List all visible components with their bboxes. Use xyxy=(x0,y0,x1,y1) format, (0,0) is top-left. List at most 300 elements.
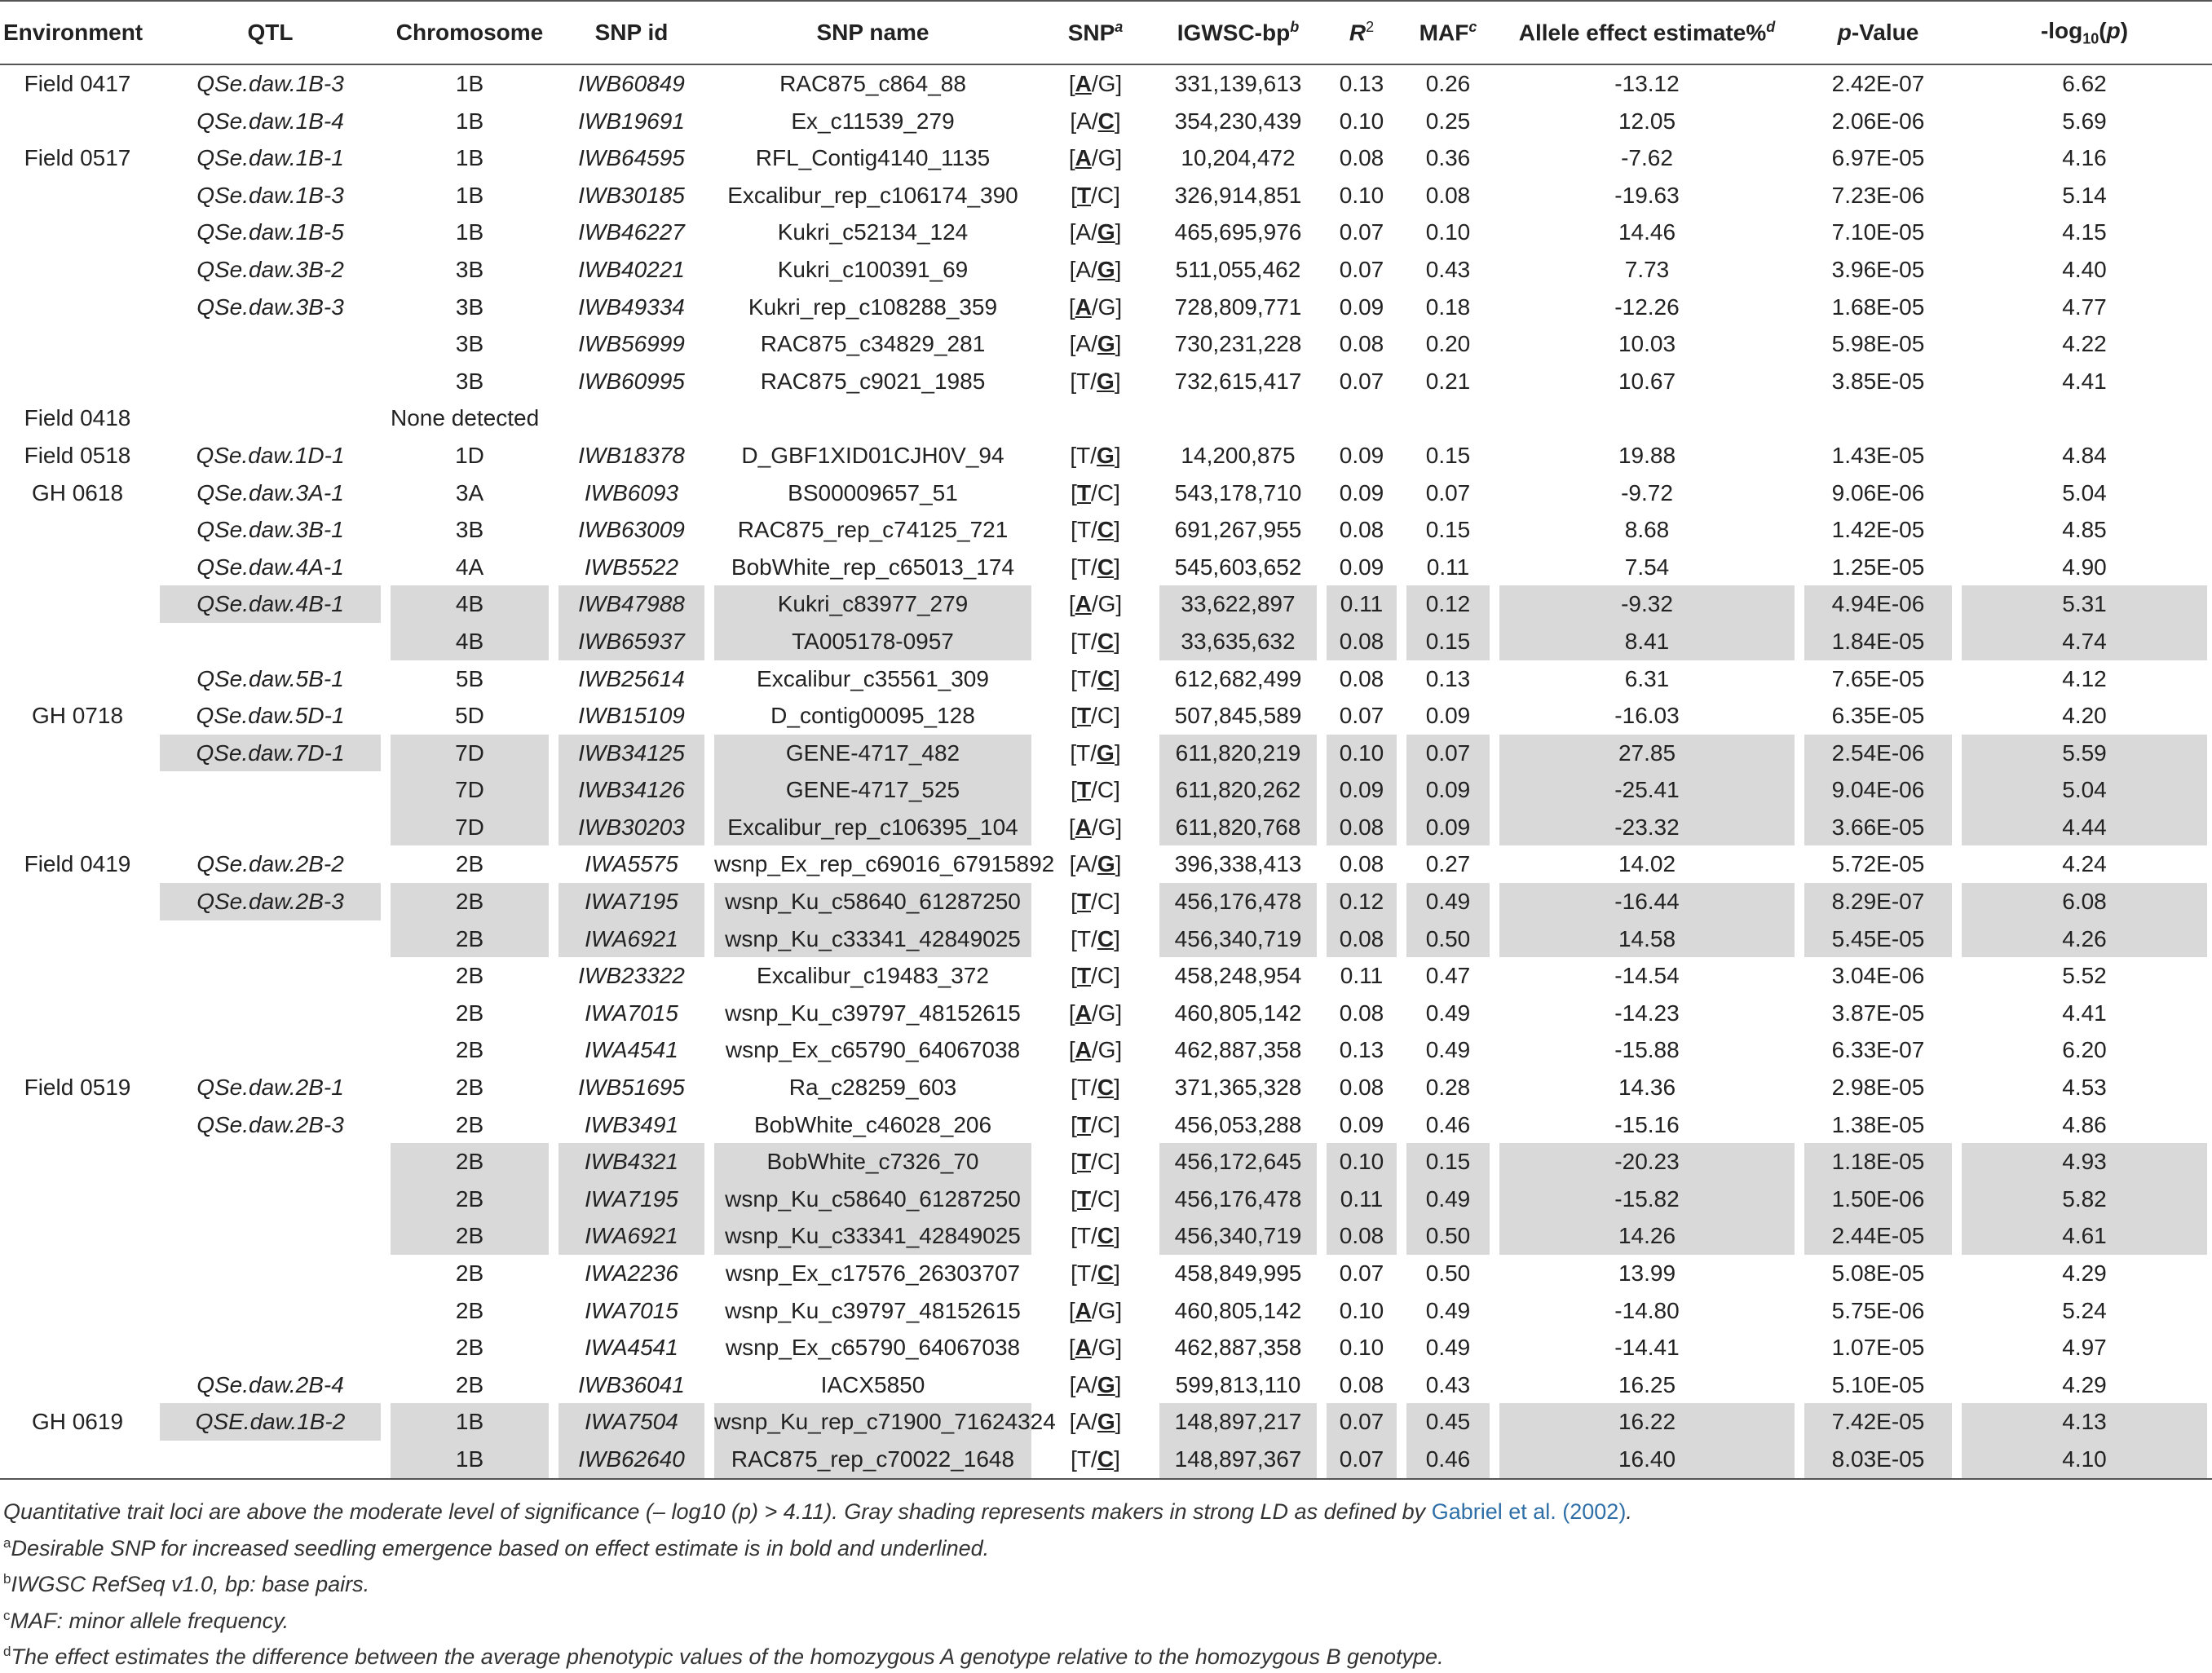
cell-pvalue: 7.23E-06 xyxy=(1831,182,1925,208)
cell-bp: 456,340,719 xyxy=(1155,920,1322,958)
cell-log10p: 4.93 xyxy=(1957,1143,2212,1181)
cell-pvalue: 2.54E-06 xyxy=(1799,735,1957,772)
cell-snp: [T/C] xyxy=(1071,628,1120,654)
cell-bp: 354,230,439 xyxy=(1174,108,1302,134)
cell-maf: 0.27 xyxy=(1425,851,1471,877)
cell-snp-id: IWA4541 xyxy=(585,1037,678,1063)
allele-1: T xyxy=(1076,1185,1092,1212)
cell-chromosome: 2B xyxy=(455,1260,484,1286)
cell-effect: -9.72 xyxy=(1621,479,1673,505)
allele-1: A xyxy=(1075,851,1092,877)
cell-maf: 0.46 xyxy=(1402,1441,1495,1479)
cell-bp: 460,805,142 xyxy=(1174,1000,1302,1026)
cell-environment xyxy=(0,325,155,363)
table-row xyxy=(0,511,2212,549)
cell-r2: 0.08 xyxy=(1339,1075,1384,1101)
table-row xyxy=(0,251,2212,289)
cell-maf: 0.50 xyxy=(1425,1260,1471,1286)
cell-log10p: 4.10 xyxy=(1957,1441,2212,1479)
cell-environment xyxy=(0,214,155,251)
cell-chromosome: 2B xyxy=(386,1181,554,1218)
cell-chromosome: 1D xyxy=(455,442,484,468)
cell-environment: Field 0419 xyxy=(24,851,131,877)
cell-qtl: QSe.daw.4B-1 xyxy=(155,585,386,623)
allele-1: A xyxy=(1075,814,1092,840)
cell-log10p: 4.26 xyxy=(1957,920,2212,958)
cell-snp-name: D_contig00095_128 xyxy=(770,703,975,729)
cell-snp-name: BobWhite_c46028_206 xyxy=(753,1111,992,1137)
cell-effect: 7.73 xyxy=(1624,256,1670,282)
cell-environment: Field 0517 xyxy=(24,145,131,171)
cell-r2: 0.10 xyxy=(1339,182,1384,208)
cell-log10p: 4.53 xyxy=(2062,1075,2107,1101)
cell-snp-name: wsnp_Ex_c17576_26303707 xyxy=(725,1260,1021,1286)
cell-snp: [T/C] xyxy=(1071,1260,1120,1286)
cell-effect: -14.23 xyxy=(1614,1000,1680,1026)
allele-1: T xyxy=(1076,777,1092,803)
allele-2: G xyxy=(1097,1371,1115,1397)
cell-snp-id: IWA6921 xyxy=(554,920,709,958)
cell-log10p: 4.44 xyxy=(1957,809,2212,846)
cell-snp-id: IWB15109 xyxy=(578,703,685,729)
cell-environment xyxy=(0,1181,155,1218)
cell-effect: 7.54 xyxy=(1624,554,1670,580)
cell-qtl xyxy=(155,1031,386,1069)
cell-snp-name: wsnp_Ku_rep_c71900_71624324 xyxy=(709,1403,1036,1441)
cell-r2: 0.08 xyxy=(1339,517,1384,543)
allele-1: A xyxy=(1075,1409,1092,1435)
cell-snp-id: IWB63009 xyxy=(578,517,685,543)
cell-qtl xyxy=(155,771,386,809)
cell-chromosome: 3B xyxy=(455,294,484,320)
cell-chromosome: 7D xyxy=(386,735,554,772)
table-footnotes xyxy=(3,1497,2205,1673)
allele-2: G xyxy=(1097,1335,1116,1361)
allele-2: G xyxy=(1097,591,1116,617)
allele-2: G xyxy=(1097,294,1116,320)
cell-chromosome: 2B xyxy=(386,1217,554,1255)
allele-2: C xyxy=(1097,703,1115,729)
allele-1: T xyxy=(1076,368,1091,394)
table-row xyxy=(0,214,2212,251)
cell-r2: 0.08 xyxy=(1322,1217,1402,1255)
cell-qtl xyxy=(155,809,386,846)
cell-qtl: QSe.daw.5B-1 xyxy=(196,665,344,691)
cell-snp-name: RAC875_c34829_281 xyxy=(760,331,986,357)
cell-chromosome: 2B xyxy=(455,1075,484,1101)
allele-1: T xyxy=(1076,1111,1092,1137)
cell-log10p: 5.31 xyxy=(1957,585,2212,623)
footnote-c: $^c$MAF: minor allele frequency. xyxy=(3,1607,289,1633)
allele-1: A xyxy=(1075,145,1092,171)
cell-snp-name: BobWhite_c7326_70 xyxy=(709,1143,1036,1181)
allele-2: G xyxy=(1097,851,1115,877)
cell-snp-name: Kukri_rep_c108288_359 xyxy=(748,294,998,320)
cell-maf: 0.47 xyxy=(1425,963,1471,989)
allele-1: A xyxy=(1075,591,1092,617)
cell-chromosome: 5D xyxy=(455,703,484,729)
cell-pvalue: 1.50E-06 xyxy=(1799,1181,1957,1218)
table-row xyxy=(0,103,2212,140)
cell-bp: 611,820,262 xyxy=(1155,771,1322,809)
cell-bp: 460,805,142 xyxy=(1174,1297,1302,1323)
cell-maf: 0.49 xyxy=(1425,1037,1471,1063)
cell-maf: 0.07 xyxy=(1425,479,1471,505)
cell-effect: 13.99 xyxy=(1618,1260,1676,1286)
cell-effect: 12.05 xyxy=(1618,108,1676,134)
cell-effect: -14.80 xyxy=(1614,1297,1680,1323)
cell-snp: [A/G] xyxy=(1068,814,1123,840)
cell-chromosome: 2B xyxy=(455,1000,484,1026)
cell-snp: [T/C] xyxy=(1071,479,1120,505)
table-row xyxy=(0,399,2212,437)
reference-link[interactable]: Gabriel et al. (2002) xyxy=(1431,1499,1627,1524)
cell-maf: 0.13 xyxy=(1425,665,1471,691)
cell-chromosome: None detected xyxy=(391,405,540,431)
cell-snp-name: BobWhite_rep_c65013_174 xyxy=(731,554,1015,580)
cell-log10p: 4.29 xyxy=(2062,1371,2107,1397)
cell-bp: 396,338,413 xyxy=(1174,851,1302,877)
cell-r2: 0.11 xyxy=(1322,585,1402,623)
allele-2: C xyxy=(1097,1223,1115,1249)
cell-bp: 611,820,219 xyxy=(1155,735,1322,772)
cell-log10p: 4.86 xyxy=(2062,1111,2107,1137)
table-row xyxy=(0,995,2212,1032)
cell-snp-name: Excalibur_rep_c106174_390 xyxy=(727,182,1018,208)
allele-2: C xyxy=(1097,925,1115,951)
cell-chromosome: 1B xyxy=(455,108,484,134)
cell-log10p: 5.04 xyxy=(2062,479,2107,505)
cell-qtl: QSe.daw.2B-4 xyxy=(196,1371,344,1397)
table-row xyxy=(0,883,2212,920)
cell-snp-name: RAC875_rep_c74125_721 xyxy=(737,517,1009,543)
cell-bp: 458,849,995 xyxy=(1174,1260,1302,1286)
cell-pvalue: 1.38E-05 xyxy=(1831,1111,1925,1137)
cell-maf: 0.45 xyxy=(1402,1403,1495,1441)
cell-r2: 0.08 xyxy=(1339,665,1384,691)
cell-qtl xyxy=(155,363,386,400)
table-row xyxy=(0,957,2212,995)
cell-log10p: 6.20 xyxy=(2062,1037,2107,1063)
cell-snp-id: IWB30185 xyxy=(578,182,685,208)
table-row xyxy=(0,1217,2212,1255)
table-row xyxy=(0,1366,2212,1404)
cell-bp: 507,845,589 xyxy=(1174,703,1302,729)
cell-snp: [A/G] xyxy=(1068,145,1123,171)
table-row xyxy=(0,845,2212,883)
cell-qtl xyxy=(155,1181,386,1218)
cell-snp-name xyxy=(709,399,1036,437)
cell-snp: [A/G] xyxy=(1069,331,1122,357)
cell-qtl xyxy=(155,399,386,437)
cell-effect: -14.54 xyxy=(1614,963,1680,989)
cell-bp: 612,682,499 xyxy=(1174,665,1302,691)
cell-log10p: 4.24 xyxy=(2062,851,2107,877)
table-row xyxy=(0,771,2212,809)
cell-bp: 462,887,358 xyxy=(1174,1335,1302,1361)
cell-snp-name: RAC875_c864_88 xyxy=(779,71,966,96)
cell-snp: [T/C] xyxy=(1071,182,1120,208)
cell-pvalue: 1.07E-05 xyxy=(1831,1335,1925,1361)
cell-bp: 326,914,851 xyxy=(1174,182,1302,208)
cell-qtl: QSe.daw.5D-1 xyxy=(196,703,345,729)
cell-bp: 730,231,228 xyxy=(1174,331,1302,357)
cell-log10p: 5.24 xyxy=(2062,1297,2107,1323)
header-chromosome: Chromosome xyxy=(386,1,554,64)
cell-snp-id: IWA7015 xyxy=(585,1297,678,1323)
cell-r2: 0.09 xyxy=(1339,1111,1384,1137)
cell-effect xyxy=(1495,399,1799,437)
cell-maf: 0.15 xyxy=(1402,623,1495,660)
cell-maf: 0.46 xyxy=(1425,1111,1471,1137)
cell-r2: 0.08 xyxy=(1339,1000,1384,1026)
cell-qtl xyxy=(155,1143,386,1181)
cell-chromosome: 1B xyxy=(455,219,484,245)
allele-1: A xyxy=(1075,71,1092,96)
cell-effect: 14.58 xyxy=(1495,920,1799,958)
cell-bp: 33,635,632 xyxy=(1155,623,1322,660)
cell-chromosome: 4B xyxy=(386,623,554,660)
cell-snp-id: IWB30203 xyxy=(554,809,709,846)
cell-r2: 0.12 xyxy=(1322,883,1402,920)
table-row xyxy=(0,437,2212,475)
cell-effect: -19.63 xyxy=(1614,182,1680,208)
cell-environment xyxy=(0,1366,155,1404)
header-snp-id: SNP id xyxy=(554,1,709,64)
cell-r2: 0.07 xyxy=(1339,219,1384,245)
cell-environment xyxy=(0,995,155,1032)
cell-log10p: 4.84 xyxy=(2062,442,2107,468)
cell-chromosome: 2B xyxy=(386,920,554,958)
cell-pvalue: 3.87E-05 xyxy=(1831,1000,1925,1026)
cell-pvalue: 5.45E-05 xyxy=(1799,920,1957,958)
cell-chromosome: 3B xyxy=(455,368,484,394)
allele-2: G xyxy=(1097,1297,1116,1323)
allele-1: T xyxy=(1076,1223,1092,1249)
cell-snp: [T/C] xyxy=(1071,554,1120,580)
allele-2: G xyxy=(1097,1037,1116,1063)
cell-pvalue: 1.43E-05 xyxy=(1831,442,1925,468)
cell-log10p: 5.82 xyxy=(1957,1181,2212,1218)
cell-snp-id: IWB4321 xyxy=(554,1143,709,1181)
cell-r2: 0.09 xyxy=(1339,294,1384,320)
cell-snp: [A/G] xyxy=(1068,294,1123,320)
cell-effect: 14.36 xyxy=(1618,1075,1676,1101)
cell-effect: 16.22 xyxy=(1495,1403,1799,1441)
cell-qtl xyxy=(155,1255,386,1292)
cell-environment xyxy=(0,920,155,958)
cell-chromosome: 4A xyxy=(455,554,484,580)
cell-r2: 0.07 xyxy=(1322,1403,1402,1441)
cell-effect: -15.88 xyxy=(1614,1037,1680,1063)
cell-maf: 0.10 xyxy=(1425,219,1471,245)
cell-maf: 0.20 xyxy=(1425,331,1471,357)
cell-r2: 0.10 xyxy=(1322,735,1402,772)
cell-chromosome: 3B xyxy=(455,517,484,543)
table-row xyxy=(0,623,2212,660)
cell-log10p xyxy=(1957,399,2212,437)
header-qtl: QTL xyxy=(155,1,386,64)
cell-r2: 0.08 xyxy=(1339,331,1384,357)
cell-environment xyxy=(0,1031,155,1069)
cell-snp-name: Ex_c11539_279 xyxy=(791,108,955,134)
table-row xyxy=(0,697,2212,735)
cell-qtl: QSe.daw.3A-1 xyxy=(196,479,344,505)
cell-effect: 6.31 xyxy=(1624,665,1670,691)
cell-snp-name: RFL_Contig4140_1135 xyxy=(755,145,991,171)
cell-qtl: QSe.daw.1B-3 xyxy=(196,182,344,208)
table-row xyxy=(0,1255,2212,1292)
cell-snp: [T/C] xyxy=(1071,777,1120,803)
footnote-main: Quantitative trait loci are above the moderate level of significance (– log10 (p) > 4.11). Gray shading represents makers in strong LD as defined by Gabriel et al. (2002). xyxy=(3,1499,1632,1524)
cell-qtl xyxy=(155,1217,386,1255)
table-row xyxy=(0,1181,2212,1218)
cell-r2: 0.09 xyxy=(1322,771,1402,809)
cell-chromosome: 7D xyxy=(386,771,554,809)
cell-maf: 0.50 xyxy=(1402,920,1495,958)
allele-2: G xyxy=(1097,368,1115,394)
cell-maf: 0.15 xyxy=(1425,442,1471,468)
cell-snp-id: IWB6093 xyxy=(584,479,679,505)
cell-log10p: 4.29 xyxy=(2062,1260,2107,1286)
cell-snp-id: IWB23322 xyxy=(578,963,685,989)
cell-r2: 0.08 xyxy=(1322,809,1402,846)
cell-effect: -14.41 xyxy=(1614,1335,1680,1361)
cell-r2: 0.13 xyxy=(1339,1037,1384,1063)
header-snp: SNP$^a$ xyxy=(1036,1,1155,64)
cell-log10p: 4.85 xyxy=(2062,517,2107,543)
cell-snp-name: wsnp_Ku_c33341_42849025 xyxy=(709,1217,1036,1255)
cell-bp: 462,887,358 xyxy=(1174,1037,1302,1063)
cell-qtl: QSe.daw.1B-4 xyxy=(196,108,344,134)
cell-pvalue: 3.66E-05 xyxy=(1799,809,1957,846)
cell-pvalue: 4.94E-06 xyxy=(1799,585,1957,623)
cell-log10p: 6.08 xyxy=(1957,883,2212,920)
table-row xyxy=(0,920,2212,958)
cell-snp-id xyxy=(554,399,709,437)
cell-maf: 0.26 xyxy=(1425,71,1471,96)
allele-1: A xyxy=(1075,331,1092,357)
allele-1: A xyxy=(1076,108,1092,134)
cell-chromosome: 2B xyxy=(386,883,554,920)
cell-pvalue: 6.97E-05 xyxy=(1831,145,1925,171)
cell-log10p: 5.52 xyxy=(2062,963,2107,989)
cell-chromosome: 3A xyxy=(455,479,484,505)
cell-log10p: 4.74 xyxy=(1957,623,2212,660)
cell-chromosome: 2B xyxy=(386,1143,554,1181)
cell-environment xyxy=(0,1292,155,1330)
cell-snp-id: IWB19691 xyxy=(578,108,685,134)
cell-effect: -15.16 xyxy=(1614,1111,1680,1137)
cell-pvalue: 3.96E-05 xyxy=(1831,256,1925,282)
cell-pvalue: 1.42E-05 xyxy=(1831,517,1925,543)
cell-chromosome: 2B xyxy=(455,851,484,877)
allele-1: T xyxy=(1076,628,1092,654)
cell-environment xyxy=(0,1217,155,1255)
cell-effect: -25.41 xyxy=(1495,771,1799,809)
cell-environment xyxy=(0,549,155,586)
cell-log10p: 4.77 xyxy=(2062,294,2107,320)
cell-snp-name: Excalibur_c35561_309 xyxy=(757,665,989,691)
allele-1: T xyxy=(1076,889,1092,915)
cell-chromosome: 2B xyxy=(455,1297,484,1323)
cell-log10p: 4.16 xyxy=(2062,145,2107,171)
cell-snp-id: IWB3491 xyxy=(584,1111,679,1137)
cell-maf: 0.11 xyxy=(1426,554,1470,580)
allele-2: C xyxy=(1097,182,1115,208)
cell-snp xyxy=(1036,399,1155,437)
cell-snp: [A/G] xyxy=(1069,219,1122,245)
cell-snp-id: IWB47988 xyxy=(554,585,709,623)
cell-environment xyxy=(0,289,155,326)
cell-r2: 0.08 xyxy=(1339,145,1384,171)
table-row xyxy=(0,1441,2212,1479)
cell-pvalue: 1.25E-05 xyxy=(1831,554,1925,580)
cell-pvalue: 2.98E-05 xyxy=(1831,1075,1925,1101)
footnote-b: $^b$IWGSC RefSeq v1.0, bp: base pairs. xyxy=(3,1571,370,1596)
cell-log10p: 4.22 xyxy=(2062,331,2107,357)
cell-environment xyxy=(0,1329,155,1366)
cell-snp-id: IWA7195 xyxy=(554,1181,709,1218)
cell-r2: 0.08 xyxy=(1322,623,1402,660)
allele-1: T xyxy=(1076,1260,1092,1286)
cell-pvalue: 9.06E-06 xyxy=(1831,479,1925,505)
cell-snp-name: RAC875_rep_c70022_1648 xyxy=(709,1441,1036,1479)
allele-2: C xyxy=(1097,1149,1115,1175)
cell-snp-id: IWB46227 xyxy=(578,219,685,245)
cell-bp: 545,603,652 xyxy=(1174,554,1302,580)
cell-snp: [T/G] xyxy=(1070,368,1121,394)
cell-effect: -16.44 xyxy=(1495,883,1799,920)
allele-1: T xyxy=(1076,1446,1092,1472)
cell-snp: [A/G] xyxy=(1068,1037,1123,1063)
cell-snp-name: wsnp_Ex_rep_c69016_67915892 xyxy=(714,851,1055,877)
cell-environment xyxy=(0,363,155,400)
cell-effect: 14.02 xyxy=(1618,851,1676,877)
cell-environment xyxy=(0,177,155,214)
cell-r2: 0.11 xyxy=(1322,1181,1402,1218)
cell-qtl: QSe.daw.1B-3 xyxy=(196,71,344,96)
allele-1: A xyxy=(1075,1371,1092,1397)
cell-maf: 0.36 xyxy=(1425,145,1471,171)
cell-bp: 14,200,875 xyxy=(1181,442,1296,468)
cell-effect: 8.41 xyxy=(1495,623,1799,660)
cell-r2: 0.07 xyxy=(1339,703,1384,729)
cell-maf: 0.15 xyxy=(1425,517,1471,543)
cell-chromosome: 2B xyxy=(455,1111,484,1137)
cell-environment xyxy=(0,1143,155,1181)
cell-snp-name: Kukri_c100391_69 xyxy=(777,256,969,282)
cell-snp-id: IWB60995 xyxy=(578,368,685,394)
cell-environment: GH 0619 xyxy=(31,1409,124,1435)
allele-1: A xyxy=(1075,294,1092,320)
cell-chromosome: 1B xyxy=(455,71,484,96)
cell-maf: 0.15 xyxy=(1402,1143,1495,1181)
cell-r2: 0.08 xyxy=(1339,1371,1384,1397)
cell-r2: 0.08 xyxy=(1322,920,1402,958)
cell-qtl: QSe.daw.3B-2 xyxy=(196,256,344,282)
cell-r2: 0.09 xyxy=(1339,442,1384,468)
allele-1: T xyxy=(1076,442,1091,468)
cell-r2: 0.10 xyxy=(1339,1297,1384,1323)
cell-pvalue: 7.42E-05 xyxy=(1799,1403,1957,1441)
allele-2: G xyxy=(1097,442,1115,468)
cell-bp: 148,897,367 xyxy=(1155,1441,1322,1479)
cell-environment: GH 0618 xyxy=(31,479,124,505)
cell-snp: [T/C] xyxy=(1071,1149,1120,1175)
cell-maf xyxy=(1402,399,1495,437)
cell-snp-name: wsnp_Ku_c33341_42849025 xyxy=(709,920,1036,958)
